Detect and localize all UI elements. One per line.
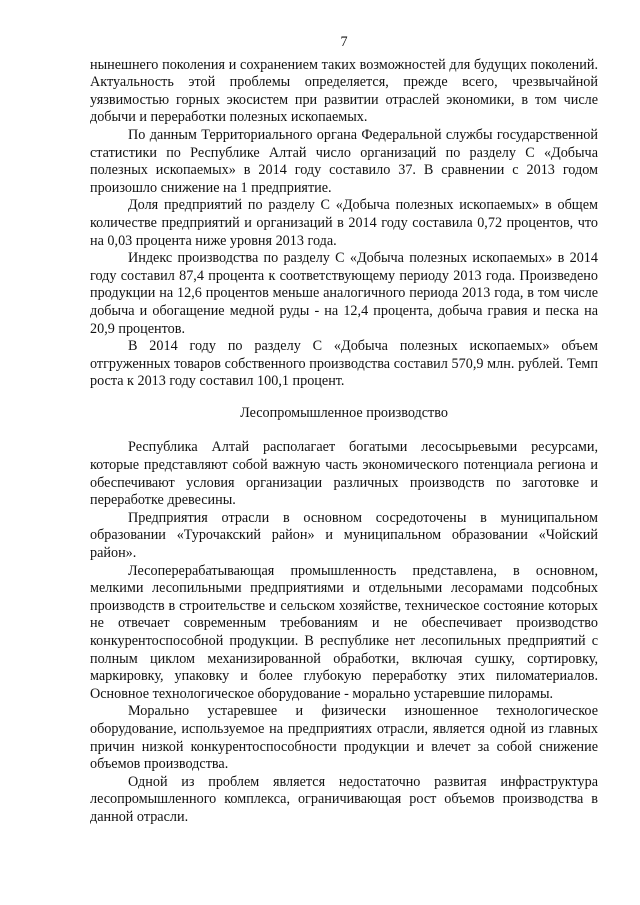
paragraph-mining-organizations-count: По данным Территориального органа Федеральной службы государственной статистики по Республике Алтай число организаций по разделу С «Добыча полезных ископаемых» в 2014 году составило 37. В сравнении с 2013 годом произошло снижение на 1 предприятие. xyxy=(90,126,598,196)
paragraph-mining-share: Доля предприятий по разделу С «Добыча полезных ископаемых» в общем количестве предприятий и организаций в 2014 году составила 0,72 процентов, что на 0,03 процента ниже уровня 2013 года. xyxy=(90,197,598,249)
paragraph-forest-resources: Республика Алтай располагает богатыми лесосырьевыми ресурсами, которые представляют собой важную часть экономического потенциала региона и обеспечивают условия организации различных производств по заготовке и переработке древесины. xyxy=(90,439,598,509)
document-page xyxy=(90,34,598,827)
paragraph-continuation: нынешнего поколения и сохранением таких возможностей для будущих поколений. Актуальность этой проблемы определяется, прежде всего, чрезвычайной уязвимостью горных экосистем при развитии отраслей экономики, в том числе добычи и переработки полезных ископаемых. xyxy=(90,56,598,126)
page-number: 7 xyxy=(340,34,348,50)
section-heading: Лесопромышленное производство xyxy=(240,404,448,421)
paragraph-shipped-goods: В 2014 году по разделу С «Добыча полезных ископаемых» объем отгруженных товаров собственного производства составил 570,9 млн. рублей. Темп роста к 2013 году составил 100,1 процент. xyxy=(90,338,598,390)
paragraph-wood-processing-industry: Лесоперерабатывающая промышленность представлена, в основном, мелкими лесопильными предприятиями и отдельными лесорамами подсобных производств в строительстве и сельском хозяйстве, техническое состояние которых не отвечает современным требованиям и не обеспечивает производство конкурентоспособной продукции. В республике нет лесопильных предприятий с полным циклом механизированной обработки, включая сушку, сортировку, маркировку, упаковку и более глубокую переработку этих пиломатериалов. Основное технологическое оборудование - морально устаревшие пилорамы. xyxy=(90,562,598,702)
paragraph-infrastructure-problem: Одной из проблем является недостаточно развитая инфраструктура лесопромышленного комплекса, ограничивающая рост объемов производства в данной отрасли. xyxy=(90,773,598,825)
paragraph-outdated-equipment: Морально устаревшее и физически изношенное технологическое оборудование, используемое на предприятиях отрасли, является одной из главных причин низкой конкурентоспособности продукции и влечет за собой снижение объемов производства. xyxy=(90,703,598,773)
paragraph-enterprise-locations: Предприятия отрасли в основном сосредоточены в муниципальном образовании «Турочакский район» и муниципальном образовании «Чойский район». xyxy=(90,509,598,562)
paragraph-production-index: Индекс производства по разделу С «Добыча полезных ископаемых» в 2014 году составил 87,4 процента к соответствующему периоду 2013 года. Произведено продукции на 12,6 процентов меньше аналогичного периода 2013 года, в том числе добыча и обогащение медной руды - на 12,4 процента, добыча гравия и песка на 20,9 процентов. xyxy=(90,250,598,337)
